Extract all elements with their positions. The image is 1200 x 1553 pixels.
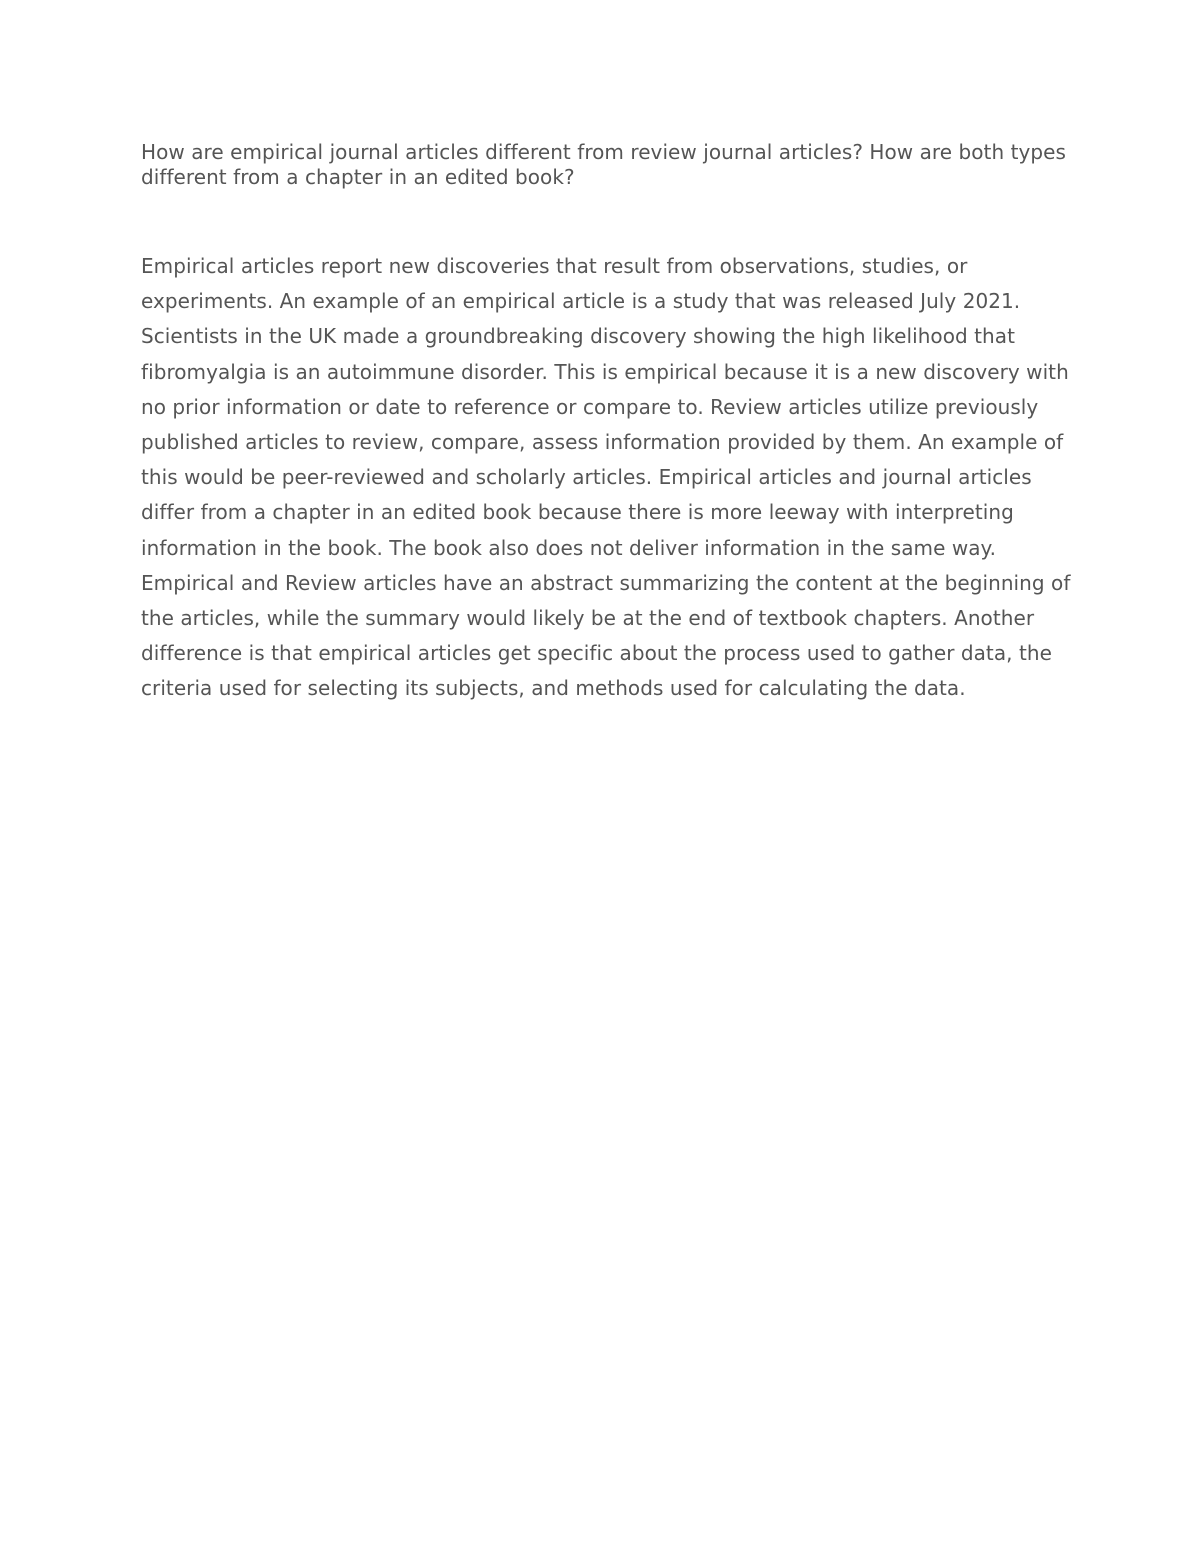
answer-paragraph: Empirical articles report new discoveries that result from observations, studies, or experiments. An example of an empirical article is a study that was released July 2021. Scientists in the UK made a groundbreaking discovery showing the high likelihood that fibromyalgia is an autoimmune disorder. This is empirical because it is a new discovery with no prior information or date to reference or compare to. Review articles utilize previously published articles to review, compare, assess information provided by them. An example of this would be peer-reviewed and scholarly articles. Empirical articles and journal articles differ from a chapter in an edited book because there is more leeway with interpreting information in the book. The book also does not deliver information in the same way. Empirical and Review articles have an abstract summarizing the content at the beginning of the articles, while the summary would likely be at the end of textbook chapters. Another difference is that empirical articles get specific about the process used to gather data, the criteria used for selecting its subjects, and methods used for calculating the data. [141, 254, 1071, 701]
question-heading: How are empirical journal articles different from review journal articles? How are both types different from a chapter in an edited book? [141, 140, 1066, 189]
